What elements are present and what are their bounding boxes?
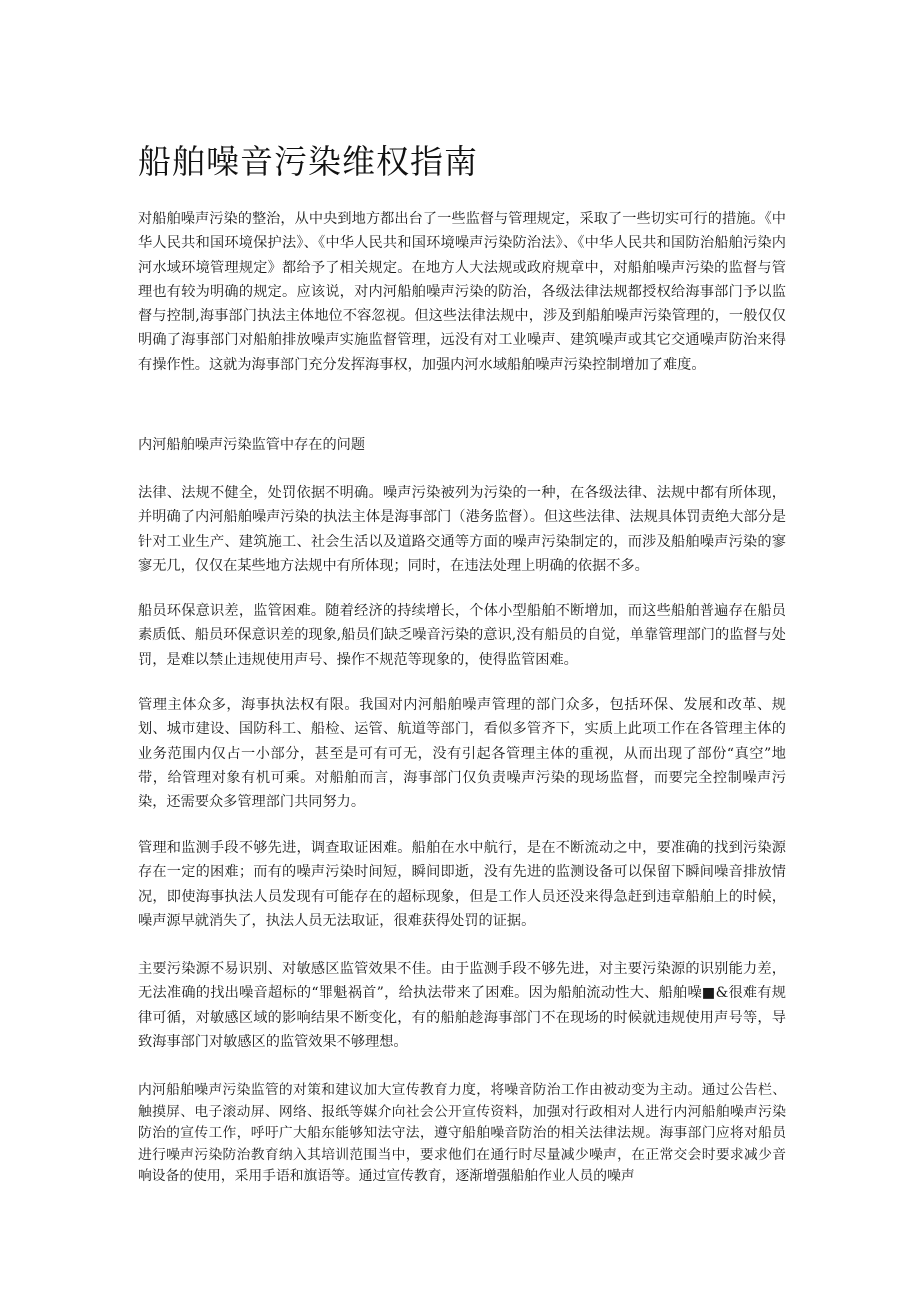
- paragraph-laws: 法律、法规不健全，处罚依据不明确。噪声污染被列为污染的一种，在各级法律、法规中都有所体现，并明确了内河船舶噪声污染的执法主体是海事部门（港务监督）。但这些法律、法规具体罚责绝大部分是针对工业生产、建筑施工、社会生活以及道路交通等方面的噪声污染制定的，而涉及船舶噪声污染的寥寥无几，仅仅在某些地方法规中有所体现；同时，在违法处理上明确的依据不多。: [138, 485, 786, 574]
- paragraph-awareness: 船员环保意识差，监管困难。随着经济的持续增长，个体小型船舶不断增加，而这些船舶普遍存在船员素质低、船员环保意识差的现象,船员们缺乏噪音污染的意识,没有船员的自觉，单靠管理部门的监督与处罚，是难以禁止违规使用声号、操作不规范等现象的，使得监管困难。: [138, 603, 786, 668]
- paragraph-management: 管理主体众多，海事执法权有限。我国对内河船舶噪声管理的部门众多，包括环保、发展和改革、规划、城市建设、国防科工、船检、运管、航道等部门，看似多管齐下，实质上此项工作在各管理主体的业务范围内仅占一小部分，甚至是可有可无，没有引起各管理主体的重视，从而出现了部份“真空”地带，给管理对象有机可乘。对船舶而言，海事部门仅负责噪声污染的现场监督，而要完全控制噪声污染，还需要众多管理部门共同努力。: [138, 697, 786, 811]
- paragraph-intro: 对船舶噪声污染的整治，从中央到地方都出台了一些监督与管理规定，采取了一些切实可行的措施。《中华人民共和国环境保护法》、《中华人民共和国环境噪声污染防治法》、《中华人民共和国防治船舶污染内河水域环境管理规定》都给予了相关规定。在地方人大法规或政府规章中，对船舶噪声污染的监督与管理也有较为明确的规定。应该说，对内河船舶噪声污染的防治，各级法律法规都授权给海事部门予以监督与控制,海事部门执法主体地位不容忽视。但这些法律法规中，涉及到船舶噪声污染管理的，一般仅仅明确了海事部门对船舶排放噪声实施监督管理，远没有对工业噪声、建筑噪声或其它交通噪声防治来得有操作性。这就为海事部门充分发挥海事权，加强内河水域船舶噪声污染控制增加了难度。: [138, 211, 786, 373]
- paragraph-sources: 主要污染源不易识别、对敏感区监管效果不佳。由于监测手段不够先进，对主要污染源的识别能力差，无法准确的找出噪音超标的“罪魁祸首”，给执法带来了困难。因为船舶流动性大、船舶噪■&很难有规律可循，对敏感区域的影响结果不断变化，有的船舶趁海事部门不在现场的时候就违规使用声号等，导致海事部门对敏感区的监管效果不够理想。: [138, 961, 786, 1050]
- paragraph-monitoring: 管理和监测手段不够先进，调查取证困难。船舶在水中航行，是在不断流动之中，要准确的找到污染源存在一定的困难；而有的噪声污染时间短，瞬间即逝，没有先进的监测设备可以保留下瞬间噪音排放情况，即使海事执法人员发现有可能存在的超标现象，但是工作人员还没来得急赶到违章船舶上的时候，噪声源早就消失了，执法人员无法取证，很难获得处罚的证据。: [138, 840, 786, 929]
- section-heading: 内河船舶噪声污染监管中存在的问题: [138, 437, 366, 453]
- paragraph-countermeasures: 内河船舶噪声污染监管的对策和建议加大宣传教育力度，将噪音防治工作由被动变为主动。通过公告栏、触摸屏、电子滚动屏、网络、报纸等媒介向社会公开宣传资料，加强对行政相对人进行内河船舶噪声污染防治的宣传工作，呼吁广大船东能够知法守法，遵守船舶噪音防治的相关法律法规。海事部门应将对船员进行噪声污染防治教育纳入其培训范围当中，要求他们在通行时尽量减少噪声，在正常交会时要求减少音响设备的使用，采用手语和旗语等。通过宣传教育，逐渐增强船舶作业人员的噪声: [138, 1082, 786, 1184]
- document-title: 船舶噪音污染维权指南: [138, 142, 478, 181]
